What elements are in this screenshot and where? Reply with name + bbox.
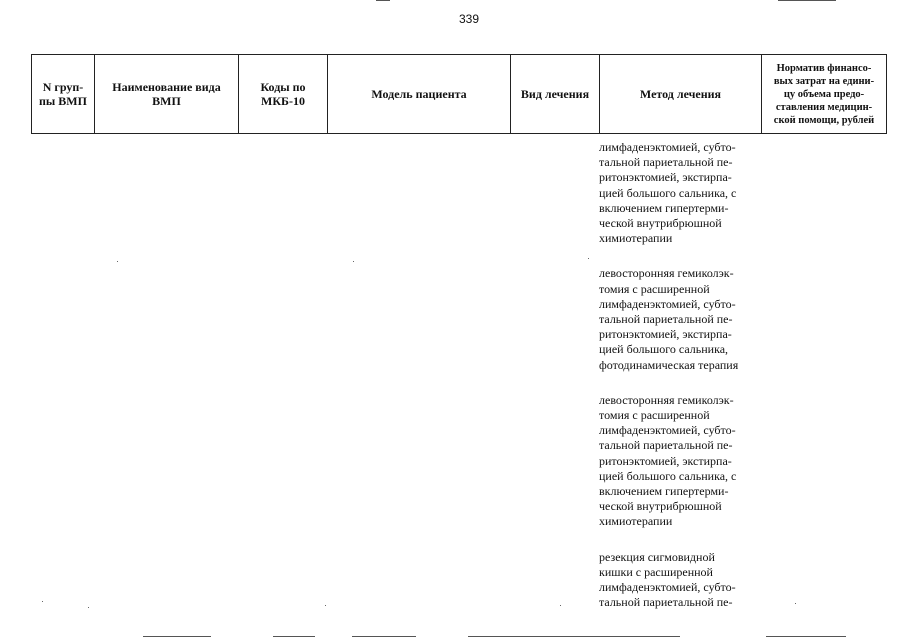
header-text: N груп- пы ВМП xyxy=(39,80,87,108)
header-text: Метод лечения xyxy=(639,87,722,101)
scan-mark-bottom xyxy=(352,636,416,637)
header-financial-norm xyxy=(762,55,887,134)
method-item: резекция сигмовидной кишки с расширенной лимфаденэктомией, субто- тальной париетальной пе- xyxy=(599,549,736,610)
method-item: левосторонняя гемиколэк- томия с расширенной лимфаденэктомией, субто- тальной париетальной пе- ритонэктомией, экстирпа- цией большого сальника, фотодинамическая терапия xyxy=(599,266,739,372)
scan-speck xyxy=(795,603,796,604)
header-treatment-type xyxy=(511,55,600,134)
table-header-row xyxy=(32,55,887,134)
header-text: Модель пациента xyxy=(371,87,467,101)
header-text: Коды по МКБ-10 xyxy=(260,80,306,108)
header-treatment-method xyxy=(600,55,762,134)
scan-mark-bottom xyxy=(468,636,680,637)
scan-mark-bottom xyxy=(143,636,211,637)
vmp-table xyxy=(31,54,887,134)
scan-speck xyxy=(353,261,354,262)
scan-mark-bottom xyxy=(273,636,315,637)
scan-mark-bottom xyxy=(766,636,846,637)
scan-speck xyxy=(560,605,561,606)
header-text: Норматив финансо- вых затрат на едини- цу объема предо- ставления медицин- ской помощи, рублей xyxy=(773,62,875,126)
method-item: лимфаденэктомией, субто- тальной париетальной пе- ритонэктомией, экстирпа- цией большого сальника, с включением гипертерми- ческой внутрибрюшной химиотерапии xyxy=(599,140,737,246)
scan-speck xyxy=(325,605,326,606)
header-text: Вид лечения xyxy=(520,87,590,101)
header-patient-model xyxy=(328,55,511,134)
scan-speck xyxy=(117,261,118,262)
header-group-number xyxy=(32,55,95,134)
scan-speck xyxy=(42,601,43,602)
scan-speck xyxy=(588,258,589,259)
header-text: Наименование вида ВМП xyxy=(112,80,221,108)
page-number: 339 xyxy=(458,12,480,26)
scan-speck xyxy=(88,607,89,608)
scan-mark-top-right xyxy=(778,0,836,1)
treatment-method-column xyxy=(599,140,759,630)
scan-mark-top-left xyxy=(376,0,390,1)
method-item: левосторонняя гемиколэк- томия с расширенной лимфаденэктомией, субто- тальной париетальной пе- ритонэктомией, экстирпа- цией большого сальника, с включением гипертерми- ческой внутрибрюшной химиотерапии xyxy=(599,392,737,529)
header-vmp-name xyxy=(95,55,239,134)
header-icd10-codes xyxy=(239,55,328,134)
